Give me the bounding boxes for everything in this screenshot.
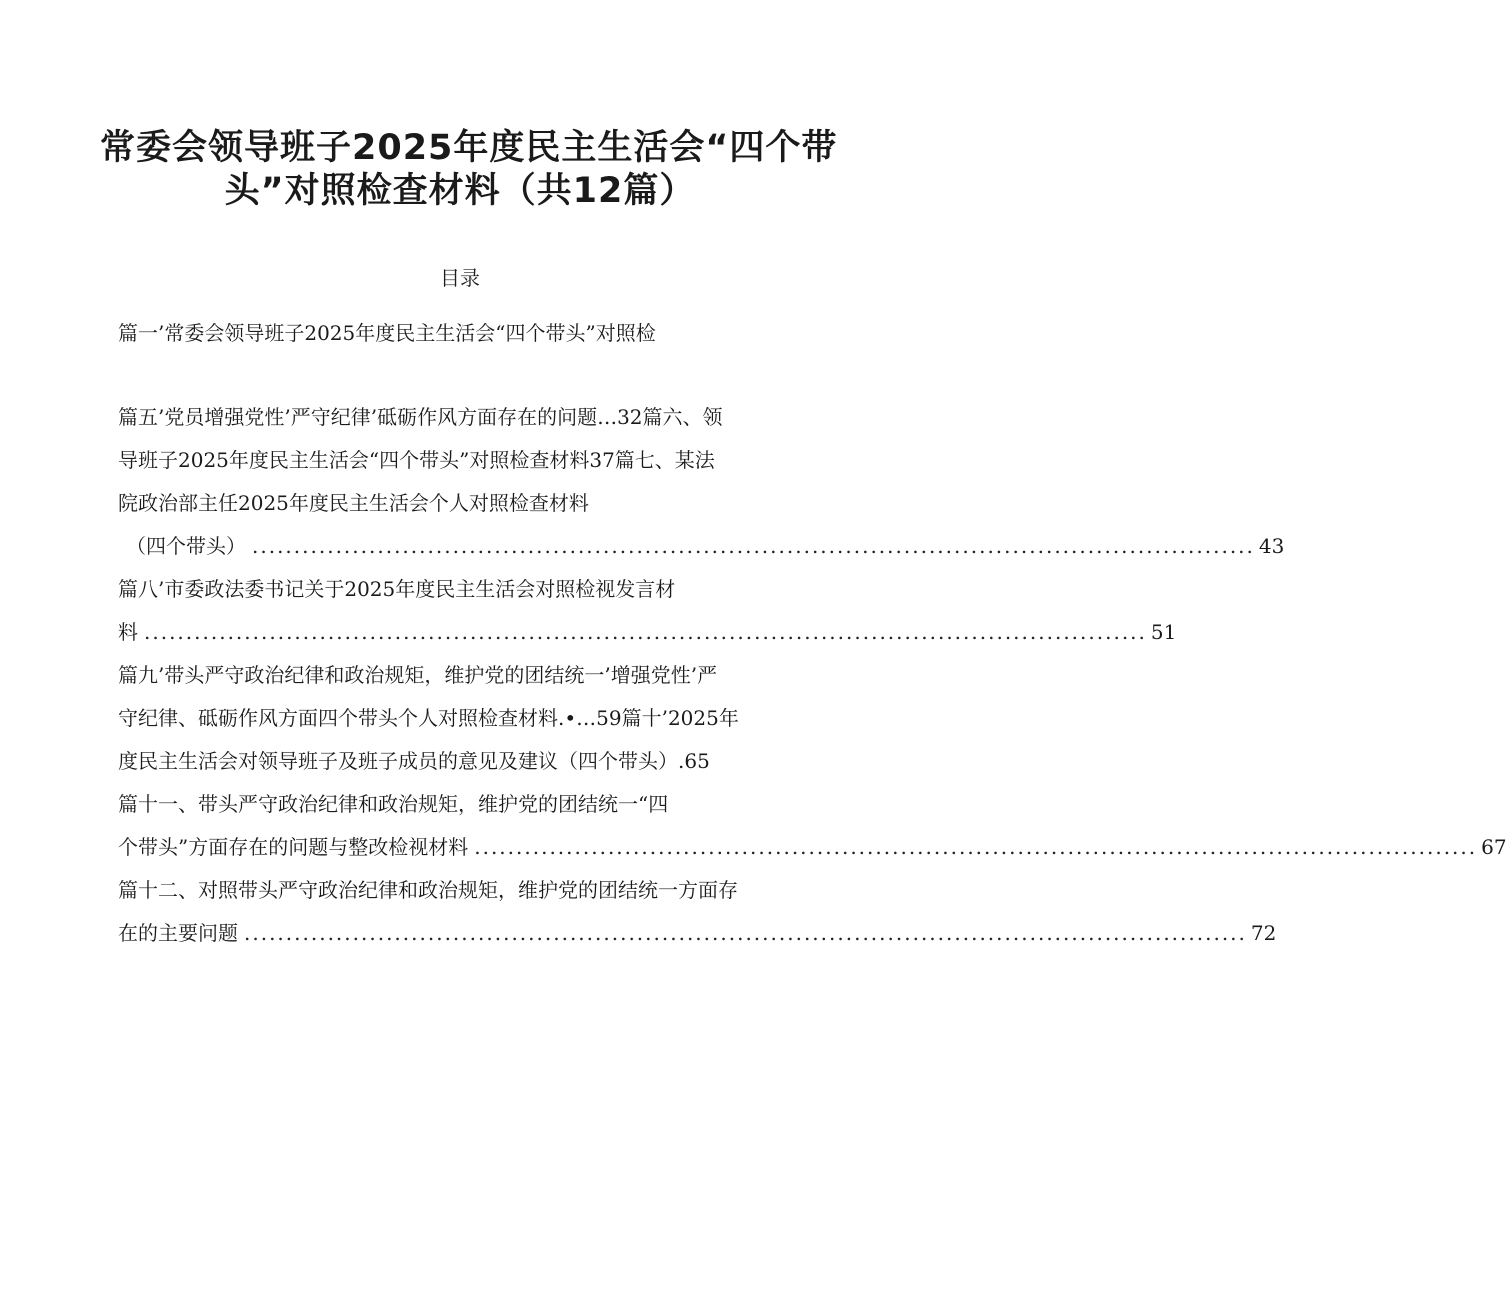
toc-leader-dots: ........................................................................................................................ bbox=[474, 835, 1478, 859]
toc-line: 院政治部主任2025年度民主生活会个人对照检查材料 bbox=[118, 491, 589, 515]
toc-entry-dotted bbox=[118, 918, 1277, 948]
toc-line: 篇九’带头严守政治纪律和政治规矩，维护党的团结统一’增强党性’严 bbox=[118, 663, 718, 687]
toc-entry-dotted bbox=[118, 832, 1507, 862]
toc-leader-dots: ........................................................................................................................ bbox=[252, 534, 1255, 558]
toc-entry-text: 料 bbox=[118, 620, 138, 644]
toc-leader-dots: ........................................................................................................................ bbox=[244, 921, 1247, 945]
toc-entry-text: 在的主要问题 bbox=[118, 921, 238, 945]
toc-page-number: 43 bbox=[1258, 534, 1285, 558]
toc-entry-dotted bbox=[126, 531, 1285, 561]
toc-line: 篇十一、带头严守政治纪律和政治规矩，维护党的团结统一“四 bbox=[118, 792, 669, 816]
toc-line: 篇八’市委政法委书记关于2025年度民主生活会对照检视发言材 bbox=[118, 577, 676, 601]
toc-line: 篇一’常委会领导班子2025年度民主生活会“四个带头”对照检 bbox=[118, 321, 656, 345]
toc-line: 守纪律、砥砺作风方面四个带头个人对照检查材料.•…59篇十’2025年 bbox=[118, 706, 739, 730]
document-title-line-1: 常委会领导班子2025年度民主生活会“四个带 bbox=[100, 128, 838, 168]
toc-entry-text: （四个带头） bbox=[126, 534, 246, 558]
toc-leader-dots: ........................................................................................................................ bbox=[144, 620, 1147, 644]
toc-entry-dotted bbox=[118, 617, 1177, 647]
toc-line: 导班子2025年度民主生活会“四个带头”对照检查材料37篇七、某法 bbox=[118, 448, 715, 472]
toc-page-number: 51 bbox=[1150, 620, 1177, 644]
toc-line: 篇十二、对照带头严守政治纪律和政治规矩，维护党的团结统一方面存 bbox=[118, 878, 738, 902]
toc-line: 度民主生活会对领导班子及班子成员的意见及建议（四个带头）.65 bbox=[118, 749, 710, 773]
toc-page-number: 67 bbox=[1481, 835, 1507, 859]
toc-page-number: 72 bbox=[1250, 921, 1277, 945]
toc-entry-text: 个带头”方面存在的问题与整改检视材料 bbox=[118, 835, 469, 859]
toc-heading: 目录 bbox=[440, 266, 480, 290]
document-title-line-2: 头”对照检查材料（共12篇） bbox=[224, 171, 696, 211]
toc-line: 篇五’党员增强党性’严守纪律’砥砺作风方面存在的问题…32篇六、领 bbox=[118, 405, 723, 429]
